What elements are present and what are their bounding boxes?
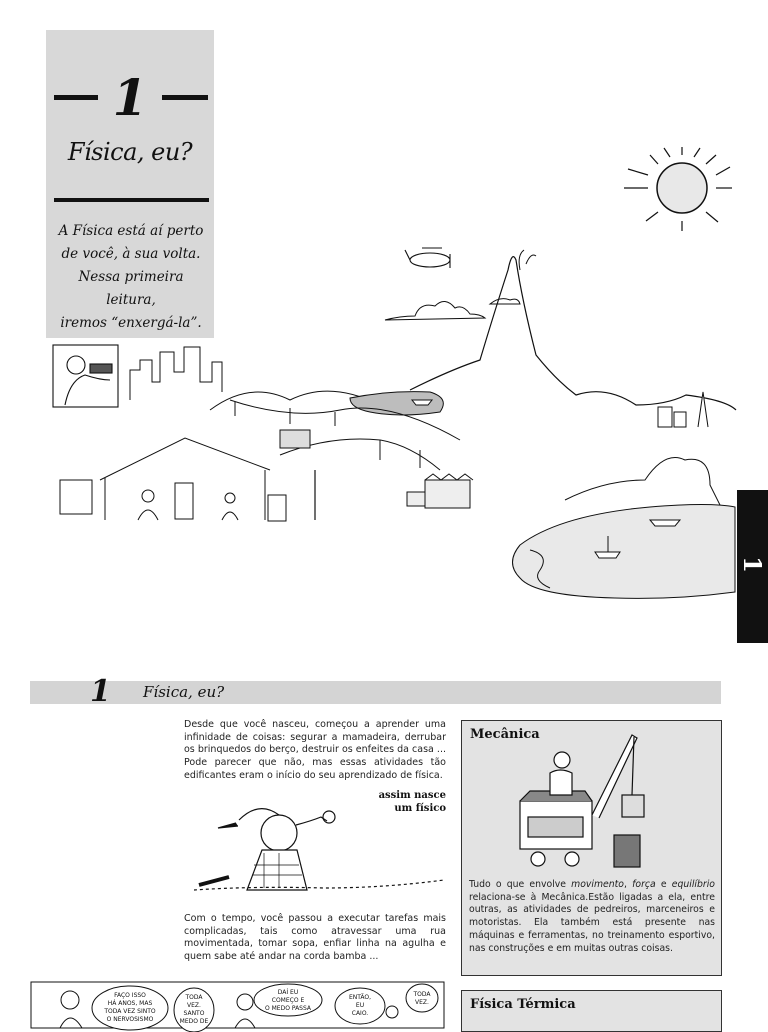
landscape-illustration — [50, 240, 740, 610]
comic-text: COMEÇO E — [271, 997, 305, 1004]
emphasis-movimento: movimento — [571, 879, 624, 890]
fisica-termica-title: Física Térmica — [470, 997, 576, 1012]
binoculars-person — [53, 345, 118, 407]
section-title: Física, eu? — [143, 683, 225, 701]
intro-line: de você, à sua volta. — [61, 246, 201, 262]
comic-text: TODA VEZ SINTO — [104, 1008, 156, 1015]
chapter-number-row — [46, 68, 214, 128]
comic-text: O NERVOSISMO — [106, 1016, 154, 1023]
chapter-title: Física, eu? — [67, 138, 193, 166]
emphasis-forca: força — [632, 879, 656, 890]
transformer — [280, 430, 310, 448]
intro-line: Nessa primeira leitura, — [78, 269, 184, 308]
section-header-bar — [30, 674, 721, 709]
caption-line: assim nasce — [378, 790, 446, 801]
body-paragraph-1: Desde que você nasceu, começou a aprender uma infinidade de coisas: segurar a mamadeira, derrubar os brinquedos do berço, destruir os enfeites da casa ... Pode parecer que não, mas essas atividades tão edificantes eram o início do seu aprendizado de física. — [184, 719, 446, 781]
volcano-mountain — [410, 257, 736, 410]
section-number: 1 — [90, 674, 111, 709]
comic-text: CAIO. — [351, 1010, 369, 1017]
comic-text: ENTÃO, — [348, 994, 372, 1001]
caption-line: um físico — [394, 803, 446, 814]
emphasis-equilibrio: equilíbrio — [671, 879, 715, 890]
text-segment: Tudo o que envolve — [469, 879, 572, 890]
body-paragraph-2: Com o tempo, você passou a executar tarefas mais complicadas, tais como atravessar uma rua movimentada, tomar sopa, enfiar linha na agulha e quem sabe até andar na corda bamba ... — [184, 913, 446, 963]
baby-illustration — [184, 795, 454, 900]
comic-text: EU — [355, 1002, 365, 1009]
chapter-divider — [54, 198, 209, 202]
intro-line: iremos “enxergá-la”. — [60, 315, 202, 331]
sea — [513, 505, 736, 599]
comic-strip — [30, 980, 445, 1030]
comic-text: DAÍ EU — [277, 989, 299, 996]
airplane-icon — [405, 248, 450, 268]
small-cloud-shape — [490, 299, 520, 304]
comic-text: VEZ. — [415, 999, 429, 1006]
mecanica-box — [461, 720, 722, 976]
text-segment: relaciona-se à Mecânica.Estão ligadas a ela, entre outras, as atividades de pedreiros, marceneiros e motoristas. Ela também está presente nas máquinas e ferramentas, no treinamento esportivo, nas construções e em muitas outras coisas. — [469, 891, 715, 954]
city-skyline — [130, 347, 222, 400]
fisica-termica-box — [461, 990, 722, 1032]
factory — [407, 474, 473, 508]
comic-text: O MEDO PASSA — [264, 1005, 312, 1012]
text-segment: , — [624, 879, 633, 890]
side-tab-label: 1 — [738, 556, 767, 573]
mecanica-title: Mecânica — [470, 727, 540, 742]
right-dash — [162, 95, 208, 100]
comic-text: TODA — [413, 991, 431, 998]
sun-illustration — [620, 145, 735, 235]
comic-text: VEZ. — [187, 1002, 201, 1009]
crane-truck-illustration — [502, 725, 702, 875]
comic-text: TODA — [185, 994, 203, 1001]
comic-text: SANTO — [183, 1010, 205, 1017]
text-segment: e — [655, 879, 672, 890]
house-interior — [60, 438, 286, 521]
mecanica-text — [469, 879, 715, 955]
comic-text: FAÇO ISSO — [114, 992, 146, 999]
intro-line: A Física está aí perto — [58, 223, 204, 239]
comic-text: HÁ ANOS, MAS — [107, 1000, 153, 1007]
comic-text: MEDO DE — [179, 1018, 209, 1025]
chapter-number: 1 — [112, 68, 148, 127]
cloud-shape — [385, 301, 485, 320]
chapter-side-tab — [737, 490, 768, 643]
